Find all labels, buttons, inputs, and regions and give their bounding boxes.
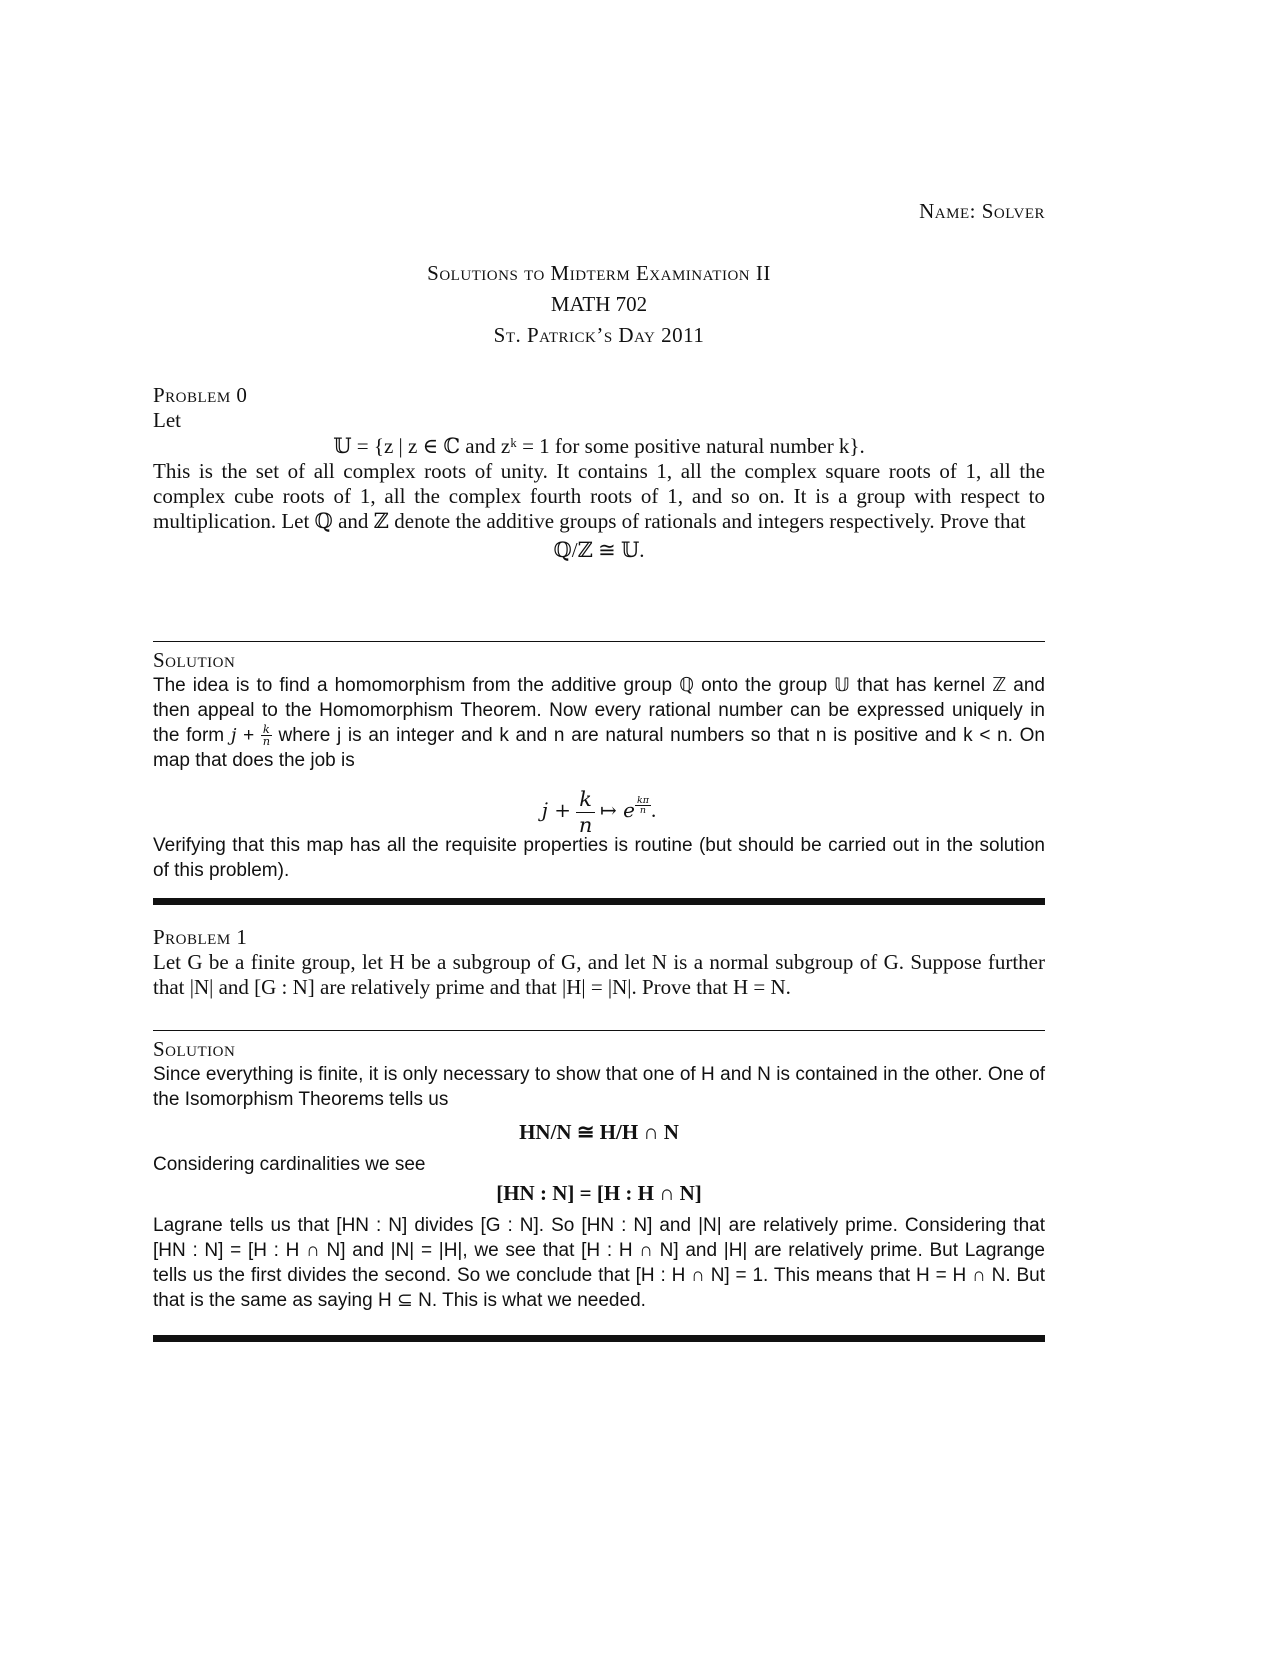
problem-1-body: Let G be a finite group, let H be a subgroup of G, and let N is a normal subgroup of G. Suppose further that |N| and [G : N] are relatively prime and that |H| = |N|. Prove that H = N.	[153, 950, 1045, 999]
problem-1-heading: Problem 1	[153, 925, 248, 949]
problem-0-claim: ℚ/ℤ ≅ 𝕌.	[553, 538, 645, 562]
problem-1	[153, 925, 1045, 1000]
section-divider	[153, 898, 1045, 905]
document-title	[153, 258, 1045, 351]
index-equation: [HN : N] = [H : H ∩ N]	[496, 1181, 702, 1205]
title-line-2: MATH 702	[550, 292, 648, 316]
section-divider	[153, 1335, 1045, 1342]
solution-0-text-a: The idea is to find a homomorphism from the additive group ℚ onto the group 𝕌 that has kernel ℤ and then appeal to the Homomorphism Theorem. Now every rational number can be expressed uniquely in the form	[153, 675, 1045, 746]
problem-0-body: This is the set of all complex roots of unity. It contains 1, all the complex square roots of 1, all the complex cube roots of 1, all the complex fourth roots of 1, and so on. It is a group with respect to multiplication. Let ℚ and ℤ denote the additive groups of rationals and integers respectively. Prove that	[153, 459, 1045, 533]
problem-0	[153, 383, 1045, 563]
isomorphism-equation: HN/N ≅ H/H ∩ N	[519, 1120, 679, 1144]
exponent-fraction: kπ n	[636, 794, 649, 817]
solution-1-heading: Solution	[153, 1037, 236, 1061]
solution-0-paragraph-1: The idea is to find a homomorphism from the additive group ℚ onto the group 𝕌 that has kernel ℤ and then appeal to the Homomorphism Theorem. Now every rational number can be expressed uniquely in the form j + $\frac{k}{n}$ where j is an integer and k and n are natural numbers so that n is positive and k < n. On map that does the job is	[153, 675, 1046, 771]
solution-0-text-b: where j is an integer and k and n are natural numbers so that n is positive and k < n. On map that does the job is	[153, 725, 1046, 771]
fraction-k-over-n: $\frac{k}{n}$	[262, 722, 271, 749]
divider	[153, 1030, 1045, 1031]
solution-0-paragraph-2: Verifying that this map has all the requisite properties is routine (but should be carried out in the solution of this problem).	[153, 835, 1045, 881]
problem-0-heading: Problem 0	[153, 383, 248, 407]
problem-0-set-definition: 𝕌 = {z | z ∈ ℂ and zᵏ = 1 for some positive natural number k}.	[333, 434, 865, 458]
solution-1-paragraph-1: Since everything is finite, it is only necessary to show that one of H and N is contained in the other. One of the Isomorphism Theorems tells us	[153, 1064, 1045, 1110]
title-line-1: Solutions to Midterm Examination II	[427, 261, 771, 285]
divider	[153, 641, 1045, 642]
solution-0-map: j + $\frac{k}{n}$ ↦ e $^{\frac{k\pi}{n}}$ .	[541, 786, 657, 837]
map-fraction: $\frac{k}{n}$	[576, 789, 595, 836]
solution-0	[153, 648, 1045, 883]
solution-1-paragraph-3: Lagrane tells us that [HN : N] divides [G : N]. So [HN : N] and |N| are relatively prime. Considering that [HN : N] = [H : H ∩ N] and |N| = |H|, we see that [H : H ∩ N] and |H| are relatively prime. But Lagrange tells us the first divides the second. So we conclude that [H : H ∩ N] = 1. This means that H = H ∩ N. But that is the same as saying H ⊆ N. This is what we needed.	[153, 1215, 1045, 1311]
problem-0-let: Let	[153, 408, 181, 432]
solution-1-paragraph-2: Considering cardinalities we see	[153, 1154, 426, 1175]
name-label: Name: Solver	[919, 199, 1045, 223]
solution-1	[153, 1037, 1045, 1313]
title-line-3: St. Patrick’s Day 2011	[493, 323, 705, 347]
solution-0-heading: Solution	[153, 648, 236, 672]
